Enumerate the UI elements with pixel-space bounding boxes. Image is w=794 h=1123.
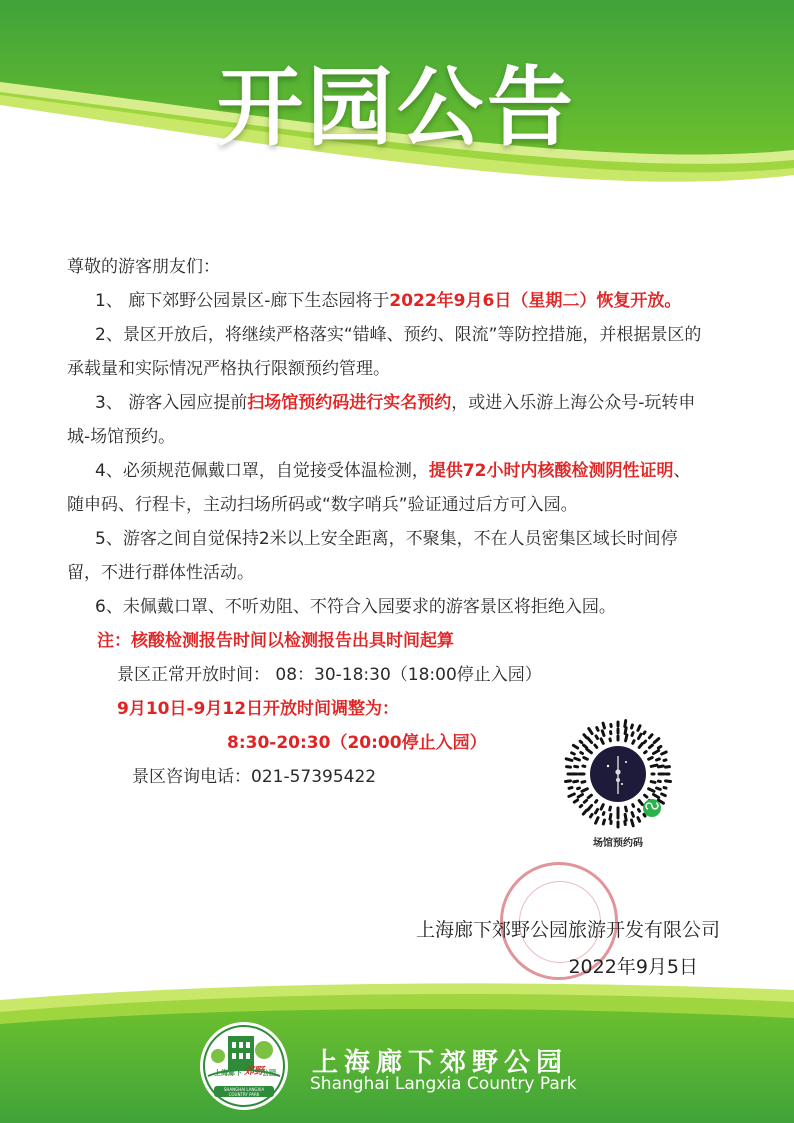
item-text: 4、必须规范佩戴口罩，自觉接受体温检测，: [95, 461, 429, 481]
notice-item-3: [67, 386, 707, 454]
item-highlight: 提供72小时内核酸检测阴性证明: [428, 461, 674, 481]
greeting: 尊敬的游客朋友们：: [67, 257, 220, 277]
notice-item-1: [67, 284, 707, 318]
notice-item-6: [67, 590, 707, 624]
adjusted-hours-value: 8:30-20:30（20:00停止入园）: [227, 733, 487, 753]
notice-body: [67, 250, 707, 794]
item-text-tail: 、随申码、行程卡，主动扫场所码或“数字哨兵”验证通过后方可入园。: [67, 461, 691, 515]
qr-code-icon[interactable]: [562, 718, 674, 830]
page-title: 开园公告: [217, 58, 577, 158]
opening-hours: 景区正常开放时间： 08：30-18:30（18:00停止入园）: [117, 665, 542, 685]
logo-small-en: SHANGHAI LANGXIA COUNTRY PARK: [223, 1087, 265, 1097]
item-highlight: 扫场馆预约码进行实名预约: [247, 393, 452, 413]
logo-text-top: 上海廊下: [214, 1069, 242, 1077]
item-text: 5、游客之间自觉保持2米以上安全距离，不聚集，不在人员密集区域长时间停留，不进行群体性活动。: [67, 529, 678, 583]
adjusted-hours-heading: 9月10日-9月12日开放时间调整为：: [117, 699, 400, 719]
consult-phone: 景区咨询电话：021-57395422: [132, 767, 377, 787]
issuer-company: 上海廊下郊野公园旅游开发有限公司: [415, 919, 720, 941]
notice-item-2: [67, 318, 707, 386]
item-text: 6、未佩戴口罩、不听劝阻、不符合入园要求的游客景区将拒绝入园。: [95, 597, 616, 617]
issue-date: 2022年9月5日: [568, 956, 698, 978]
logo-text-script: 郊野: [244, 1066, 264, 1077]
logo-text-bottom: 公园: [262, 1069, 276, 1077]
park-name-en: Shanghai Langxia Country Park: [310, 1074, 577, 1094]
item-highlight: 2022年9月6日（星期二）恢复开放。: [389, 291, 682, 311]
notice-item-4: [67, 454, 707, 522]
item-text: 3、 游客入园应提前: [95, 393, 248, 413]
item-text: 1、 廊下郊野公园景区-廊下生态园将于: [95, 291, 390, 311]
item-text-tail: ，或进入乐游上海公众号-玩转申城-场馆预约。: [67, 393, 696, 447]
item-text: 2、景区开放后，将继续严格落实“错峰、预约、限流”等防控措施，并根据景区的承载量和实际情况严格执行限额预约管理。: [67, 325, 702, 379]
notice-item-5: [67, 522, 707, 590]
qr-caption: 场馆预约码: [593, 838, 643, 849]
note-text: 注：核酸检测报告时间以检测报告出具时间起算: [97, 631, 454, 651]
park-name-cn: 上海廊下郊野公园: [312, 1048, 569, 1078]
